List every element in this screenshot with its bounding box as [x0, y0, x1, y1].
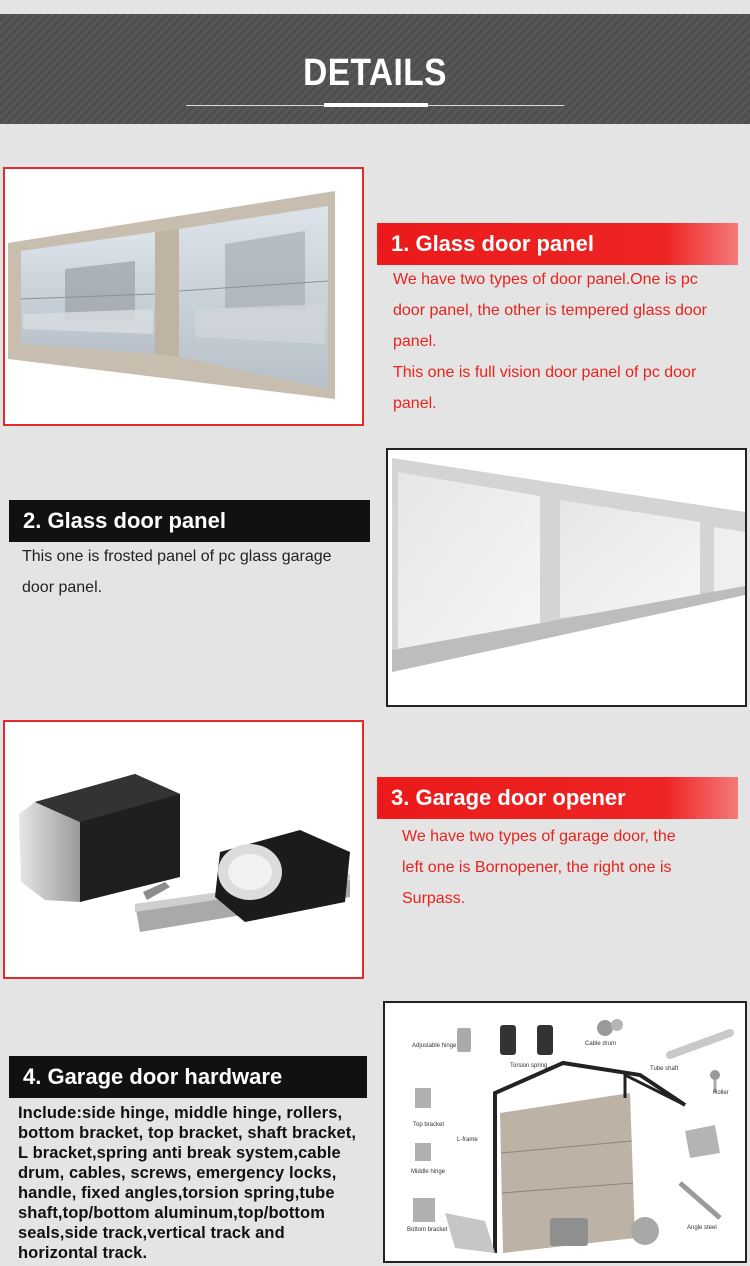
- label-bottom-bracket: Bottom bracket: [407, 1227, 448, 1233]
- label-torsion-spring: Torsion spring: [510, 1063, 548, 1069]
- description-line: door panel.: [22, 579, 103, 596]
- description-line: door panel, the other is tempered glass door: [393, 302, 707, 319]
- description-line: horizontal track.: [18, 1244, 148, 1262]
- frosted-panel-photo-frame: [386, 448, 747, 707]
- description-line: Surpass.: [402, 890, 466, 907]
- description-line: bottom bracket, top bracket, shaft bracket,: [18, 1124, 357, 1142]
- section-2-description: [22, 541, 377, 603]
- label-middle-hinge: Middle hinge: [411, 1169, 446, 1175]
- garage-door-hardware-diagram: [385, 1003, 745, 1261]
- description-line: handle, fixed angles,torsion spring,tube: [18, 1184, 335, 1202]
- section-1-description: [393, 264, 750, 419]
- section-3-heading: 3. Garage door opener: [377, 777, 738, 819]
- description-line: seals,side track,vertical track and: [18, 1224, 285, 1242]
- section-3-description: [402, 821, 750, 914]
- label-cable-drum: Cable drum: [585, 1041, 617, 1047]
- garage-door-opener-image: [5, 722, 362, 977]
- details-banner: [0, 14, 750, 124]
- frosted-glass-panel-image: [388, 450, 745, 705]
- section-4-heading: 4. Garage door hardware: [9, 1056, 367, 1098]
- label-top-bracket: Top bracket: [413, 1122, 445, 1128]
- hardware-diagram-frame: [383, 1001, 747, 1263]
- label-roller: Roller: [713, 1090, 729, 1096]
- description-line: left one is Bornopener, the right one is: [402, 859, 672, 876]
- description-line: L bracket,spring anti break system,cable: [18, 1144, 341, 1162]
- description-line: drum, cables, screws, emergency locks,: [18, 1164, 337, 1182]
- banner-title: DETAILS: [303, 52, 447, 94]
- banner-divider-accent: [324, 103, 428, 107]
- full-vision-glass-panel-image: [5, 169, 362, 424]
- description-line: Include:side hinge, middle hinge, rollers,: [18, 1104, 343, 1122]
- description-line: We have two types of garage door, the: [402, 828, 676, 845]
- label-angle-steel: Angle steel: [687, 1225, 717, 1231]
- section-4-description: [18, 1103, 373, 1263]
- description-line: shaft,top/bottom aluminum,top/bottom: [18, 1204, 325, 1222]
- description-line: We have two types of door panel.One is pc: [393, 271, 698, 288]
- label-adjustable-hinge: Adjustable hinge: [412, 1043, 457, 1049]
- label-l-frame: L-frame: [457, 1137, 478, 1143]
- description-line: panel.: [393, 395, 437, 412]
- description-line: panel.: [393, 333, 437, 350]
- description-line: This one is frosted panel of pc glass garage: [22, 548, 332, 565]
- description-line: This one is full vision door panel of pc door: [393, 364, 697, 381]
- section-2-heading: 2. Glass door panel: [9, 500, 370, 542]
- glass-panel-photo-frame: [3, 167, 364, 426]
- section-1-heading: 1. Glass door panel: [377, 223, 738, 265]
- garage-opener-photo-frame: [3, 720, 364, 979]
- label-tube-shaft: Tube shaft: [650, 1066, 679, 1072]
